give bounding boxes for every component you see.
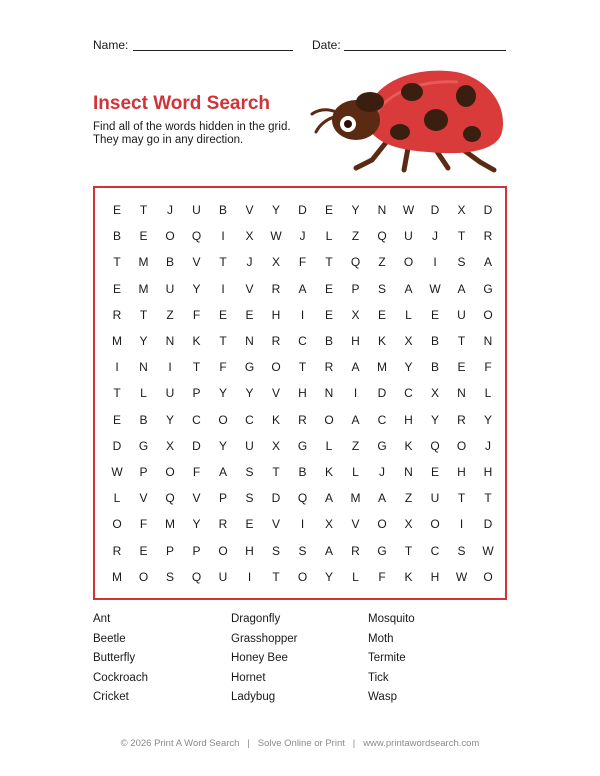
word-list-item: Dragonfly	[231, 613, 281, 625]
grid-cell[interactable]: L	[325, 229, 333, 244]
grid-cell[interactable]: I	[300, 307, 305, 322]
grid-cell[interactable]: E	[324, 307, 333, 322]
ladybug-icon	[308, 62, 508, 177]
grid-cell[interactable]: E	[112, 203, 121, 217]
grid-cell[interactable]: G	[483, 281, 493, 296]
grid-cell[interactable]: D	[483, 203, 493, 217]
grid-cell[interactable]: C	[192, 412, 201, 427]
grid-cell[interactable]: V	[245, 203, 254, 217]
grid-cell[interactable]: L	[352, 569, 359, 584]
grid-cell[interactable]: O	[218, 412, 228, 427]
grid-cell[interactable]: U	[192, 203, 201, 217]
word-list-item: Moth	[368, 632, 394, 645]
grid-cell[interactable]: T	[457, 491, 466, 506]
grid-cell[interactable]: R	[218, 517, 228, 532]
grid-cell[interactable]: A	[351, 412, 360, 427]
grid-cell[interactable]: Y	[139, 334, 148, 348]
grid-cell[interactable]: H	[298, 386, 307, 401]
grid-cell[interactable]: I	[433, 255, 437, 270]
word-list-item: Tick	[368, 671, 389, 684]
word-list-item: Cricket	[93, 691, 129, 703]
grid-cell[interactable]: O	[403, 255, 414, 270]
grid-cell[interactable]: E	[377, 307, 386, 322]
grid-cell[interactable]: G	[297, 438, 308, 453]
grid-cell[interactable]: B	[139, 412, 148, 427]
grid-cell[interactable]: Y	[165, 412, 174, 427]
grid-cell[interactable]: F	[139, 517, 148, 532]
grid-cell[interactable]: R	[324, 360, 334, 375]
footer-separator: |	[247, 738, 250, 749]
grid-cell[interactable]: O	[138, 569, 149, 584]
grid-cell[interactable]: B	[112, 229, 121, 244]
grid-cell[interactable]: B	[430, 334, 439, 348]
grid-cell[interactable]: Y	[483, 412, 492, 427]
grid-cell[interactable]: A	[351, 360, 360, 375]
grid-cell[interactable]: D	[271, 491, 281, 506]
grid-cell[interactable]: T	[219, 334, 227, 348]
grid-cell[interactable]: T	[139, 203, 148, 217]
grid-cell[interactable]: M	[112, 569, 122, 584]
grid-cell[interactable]: E	[324, 203, 333, 217]
grid-cell[interactable]: R	[271, 281, 281, 296]
grid-cell[interactable]: X	[324, 517, 333, 532]
grid-cell[interactable]: W	[482, 543, 494, 558]
word-list-item: Hornet	[231, 671, 266, 684]
grid-cell[interactable]: C	[245, 412, 254, 427]
grid-cell[interactable]: M	[165, 517, 175, 532]
grid-cell[interactable]: K	[404, 569, 413, 584]
grid-cell[interactable]: H	[483, 465, 493, 479]
grid-cell[interactable]: W	[270, 229, 282, 244]
grid-cell[interactable]: Y	[324, 569, 333, 584]
grid-cell[interactable]: U	[165, 386, 175, 401]
grid-cell[interactable]: N	[245, 334, 254, 348]
grid-cell[interactable]: G	[377, 438, 387, 453]
grid-cell[interactable]: R	[271, 334, 281, 348]
grid-cell[interactable]: O	[165, 229, 175, 244]
grid-cell[interactable]: T	[272, 569, 280, 584]
grid-cell[interactable]: X	[404, 517, 413, 532]
grid-cell[interactable]: L	[484, 386, 492, 401]
grid-cell[interactable]: A	[324, 543, 333, 558]
grid-cell[interactable]: E	[139, 543, 148, 558]
grid-cell[interactable]: N	[457, 386, 466, 401]
grid-cell[interactable]: J	[379, 465, 385, 479]
grid-cell[interactable]: O	[297, 569, 308, 584]
grid-cell[interactable]: A	[324, 491, 333, 506]
grid-cell[interactable]: M	[350, 491, 361, 506]
word-list-item: Wasp	[368, 691, 397, 703]
grid-cell[interactable]: S	[245, 491, 254, 506]
grid-cell[interactable]: J	[299, 229, 306, 244]
grid-cell[interactable]: U	[404, 229, 413, 244]
grid-cell[interactable]: I	[221, 281, 225, 296]
grid-cell[interactable]: O	[165, 465, 175, 479]
grid-cell[interactable]: X	[430, 386, 439, 401]
grid-cell[interactable]: N	[324, 386, 334, 401]
grid-cell[interactable]: J	[432, 229, 438, 244]
grid-cell[interactable]: E	[430, 307, 439, 322]
grid-cell[interactable]: P	[165, 543, 174, 558]
grid-cell[interactable]: T	[457, 334, 466, 348]
grid-cell[interactable]: W	[455, 569, 468, 584]
instruction-line: Find all of the words hidden in the grid.	[93, 121, 291, 133]
grid-cell[interactable]: S	[245, 465, 254, 479]
grid-cell[interactable]: Y	[218, 386, 227, 401]
instruction-line: They may go in any direction.	[93, 134, 244, 146]
grid-cell[interactable]: N	[139, 360, 148, 375]
grid-cell[interactable]: W	[429, 281, 441, 296]
grid-cell[interactable]: P	[351, 281, 360, 296]
grid-cell[interactable]: Q	[165, 491, 175, 506]
grid-cell[interactable]: T	[113, 386, 121, 401]
footer-separator: |	[352, 738, 356, 749]
grid-cell[interactable]: F	[298, 255, 307, 270]
grid-cell[interactable]: Q	[350, 255, 361, 270]
grid-cell[interactable]: E	[430, 465, 439, 479]
grid-cell[interactable]: M	[138, 255, 149, 270]
grid-cell[interactable]: P	[139, 465, 148, 479]
grid-cell[interactable]: Y	[218, 438, 227, 453]
grid-cell[interactable]: D	[192, 438, 201, 453]
grid-cell[interactable]: B	[430, 360, 439, 375]
grid-cell[interactable]: X	[271, 255, 280, 270]
grid-cell[interactable]: V	[192, 491, 201, 506]
grid-cell[interactable]: T	[192, 360, 201, 375]
grid-cell[interactable]: J	[485, 438, 491, 453]
grid-cell[interactable]: N	[404, 465, 413, 479]
grid-cell[interactable]: O	[456, 438, 467, 453]
grid-cell[interactable]: V	[139, 491, 148, 506]
grid-cell[interactable]: K	[192, 334, 201, 348]
grid-cell[interactable]: K	[324, 465, 333, 479]
page-title: Insect Word Search	[93, 93, 271, 114]
word-list-item: Mosquito	[368, 613, 415, 625]
grid-cell[interactable]: A	[218, 465, 227, 479]
grid-cell[interactable]: R	[457, 412, 466, 427]
grid-cell[interactable]: H	[351, 334, 360, 348]
grid-cell[interactable]: Y	[351, 203, 360, 217]
word-list-item: Ladybug	[231, 691, 276, 703]
grid-cell[interactable]: U	[430, 491, 440, 506]
grid-cell[interactable]: A	[404, 281, 413, 296]
word-list-item: Grasshopper	[231, 632, 298, 645]
grid-cell[interactable]: A	[483, 255, 492, 270]
grid-cell[interactable]: N	[377, 203, 387, 217]
grid-cell[interactable]: R	[112, 543, 122, 558]
grid-cell[interactable]: Z	[378, 255, 386, 270]
grid-cell[interactable]: L	[140, 386, 147, 401]
grid-cell[interactable]: A	[377, 491, 386, 506]
grid-cell[interactable]: H	[404, 412, 413, 427]
grid-cell[interactable]: R	[298, 412, 307, 427]
grid-cell[interactable]: W	[111, 465, 123, 479]
grid-cell[interactable]: Z	[351, 438, 360, 453]
grid-cell[interactable]: I	[459, 517, 464, 532]
grid-cell[interactable]: F	[378, 569, 386, 584]
grid-cell[interactable]: O	[483, 569, 493, 584]
date-field[interactable]	[344, 50, 506, 51]
grid-cell[interactable]: Y	[404, 360, 413, 375]
grid-cell[interactable]: T	[113, 255, 121, 270]
grid-cell[interactable]: L	[405, 307, 412, 322]
grid-cell[interactable]: E	[457, 360, 466, 375]
grid-cell[interactable]: K	[271, 412, 280, 427]
grid-cell[interactable]: T	[139, 307, 148, 322]
footer-website[interactable]: www.printawordsearch.com	[363, 738, 480, 749]
grid-cell[interactable]: W	[402, 203, 415, 217]
grid-cell[interactable]: O	[271, 360, 281, 375]
grid-cell[interactable]: U	[245, 438, 254, 453]
grid-cell[interactable]: G	[138, 438, 149, 453]
grid-cell[interactable]: T	[457, 229, 466, 244]
date-label: Date:	[312, 38, 341, 52]
grid-cell[interactable]: O	[377, 517, 387, 532]
grid-cell[interactable]: R	[483, 229, 493, 244]
grid-cell[interactable]: D	[298, 203, 307, 217]
grid-cell[interactable]: U	[165, 281, 175, 296]
grid-cell[interactable]: E	[245, 517, 254, 532]
word-list-item: Honey Bee	[231, 652, 288, 664]
grid-cell[interactable]: Z	[404, 491, 413, 506]
grid-cell[interactable]: X	[165, 438, 174, 453]
grid-cell[interactable]: C	[377, 412, 387, 427]
grid-cell[interactable]: C	[404, 386, 413, 401]
grid-cell[interactable]: I	[247, 569, 252, 584]
grid-cell[interactable]: O	[218, 543, 228, 558]
grid-cell[interactable]: I	[300, 517, 305, 532]
grid-cell[interactable]: P	[192, 386, 201, 401]
grid-cell[interactable]: T	[272, 465, 280, 479]
grid-cell[interactable]: O	[430, 517, 440, 532]
grid-cell[interactable]: E	[324, 281, 333, 296]
grid-cell[interactable]: F	[219, 360, 227, 375]
grid-cell[interactable]: L	[325, 438, 333, 453]
footer-copyright: © 2026 Print A Word Search	[120, 738, 240, 749]
grid-cell[interactable]: T	[404, 543, 413, 558]
grid-cell[interactable]: U	[457, 307, 466, 322]
grid-cell[interactable]: T	[298, 360, 307, 375]
grid-cell[interactable]: S	[457, 255, 466, 270]
word-search-grid	[93, 186, 507, 600]
grid-cell[interactable]: V	[192, 255, 201, 270]
grid-cell[interactable]: M	[377, 360, 387, 375]
grid-cell[interactable]: J	[246, 255, 253, 270]
grid-cell[interactable]: Q	[377, 229, 387, 244]
grid-cell[interactable]: Z	[351, 229, 360, 244]
grid-cell[interactable]: M	[112, 334, 122, 348]
word-list-item: Butterfly	[93, 652, 136, 664]
grid-cell[interactable]: T	[219, 255, 227, 270]
grid-cell[interactable]: O	[112, 517, 122, 532]
grid-cell[interactable]: T	[484, 491, 492, 506]
grid-cell[interactable]: R	[112, 307, 122, 322]
grid-cell[interactable]: D	[483, 517, 493, 532]
grid-cell[interactable]: E	[139, 229, 148, 244]
grid-cell[interactable]: O	[483, 307, 493, 322]
grid-cell[interactable]: Q	[191, 229, 202, 244]
grid-cell[interactable]: V	[351, 517, 360, 532]
grid-cell[interactable]: S	[298, 543, 307, 558]
word-list-item: Cockroach	[93, 671, 148, 684]
word-list-item: Termite	[368, 652, 406, 664]
name-label: Name:	[93, 38, 129, 52]
word-list-item: Ant	[93, 613, 111, 625]
grid-cell[interactable]: A	[457, 281, 466, 296]
grid-cell[interactable]: A	[298, 281, 307, 296]
grid-cell[interactable]: L	[352, 465, 359, 479]
grid-cell[interactable]: G	[244, 360, 255, 375]
grid-cell[interactable]: K	[377, 334, 386, 348]
grid-cell[interactable]: D	[377, 386, 387, 401]
grid-cell[interactable]: Y	[271, 203, 280, 217]
grid-cell[interactable]: D	[430, 203, 440, 217]
grid-cell[interactable]: Z	[166, 307, 174, 322]
footer	[0, 738, 600, 749]
grid-cell[interactable]: S	[165, 569, 174, 584]
grid-cell[interactable]: O	[324, 412, 334, 427]
grid-cell[interactable]: I	[115, 360, 119, 375]
grid-cell[interactable]: Q	[297, 491, 308, 506]
grid-cell[interactable]: S	[271, 543, 280, 558]
grid-cell[interactable]: N	[165, 334, 175, 348]
grid-cell[interactable]: C	[298, 334, 307, 348]
grid-cell[interactable]: H	[271, 307, 281, 322]
grid-cell[interactable]: H	[457, 465, 466, 479]
grid-cell[interactable]: X	[351, 307, 360, 322]
word-list-item: Beetle	[93, 632, 126, 645]
grid-cell[interactable]: P	[192, 543, 201, 558]
grid-cell[interactable]: E	[245, 307, 254, 322]
grid-cell[interactable]: M	[138, 281, 149, 296]
grid-cell[interactable]: X	[245, 229, 254, 244]
grid-cell[interactable]: U	[218, 569, 228, 584]
grid-cell[interactable]: B	[298, 465, 307, 479]
grid-cell[interactable]: C	[430, 543, 440, 558]
grid-cell[interactable]: V	[271, 517, 280, 532]
grid-cell[interactable]: I	[168, 360, 172, 375]
grid-cell[interactable]: I	[221, 229, 225, 244]
grid-cell[interactable]: N	[483, 334, 493, 348]
grid-cell[interactable]: V	[271, 386, 280, 401]
grid-cell[interactable]: X	[271, 438, 280, 453]
grid-cell[interactable]: Y	[430, 412, 439, 427]
grid-cell[interactable]: P	[218, 491, 227, 506]
grid-cell[interactable]: R	[351, 543, 360, 558]
grid-cell[interactable]: Y	[192, 517, 201, 532]
grid-cell[interactable]: B	[218, 203, 227, 217]
grid-cell[interactable]: B	[165, 255, 174, 270]
grid-cell[interactable]: E	[112, 281, 121, 296]
grid-cell[interactable]: S	[457, 543, 466, 558]
grid-cell[interactable]: Q	[191, 569, 202, 584]
name-field[interactable]	[133, 50, 293, 51]
grid-cell[interactable]: L	[113, 491, 121, 506]
grid-cell[interactable]: T	[325, 255, 333, 270]
grid-cell[interactable]: J	[167, 203, 173, 217]
grid-cell[interactable]: Q	[430, 438, 440, 453]
grid-cell[interactable]: D	[112, 438, 122, 453]
footer-tagline: Solve Online or Print	[257, 738, 345, 749]
grid-cell[interactable]: E	[218, 307, 227, 322]
grid-cell[interactable]: K	[404, 438, 413, 453]
grid-cell[interactable]: Y	[192, 281, 201, 296]
grid-cell[interactable]: E	[112, 412, 121, 427]
grid-cell[interactable]: B	[324, 334, 333, 348]
grid-cell[interactable]: Y	[245, 386, 254, 401]
grid-cell[interactable]: F	[484, 360, 492, 375]
grid-cell[interactable]: F	[192, 307, 201, 322]
grid-cell[interactable]: I	[353, 386, 358, 401]
grid-cell[interactable]: H	[245, 543, 254, 558]
grid-cell[interactable]: V	[245, 281, 254, 296]
instructions	[93, 121, 291, 147]
grid-cell[interactable]: F	[192, 465, 201, 479]
grid-cell[interactable]: H	[430, 569, 440, 584]
grid-cell[interactable]: S	[377, 281, 386, 296]
grid-cell[interactable]: G	[377, 543, 387, 558]
grid-cell[interactable]: X	[404, 334, 413, 348]
grid-cell[interactable]: X	[457, 203, 466, 217]
